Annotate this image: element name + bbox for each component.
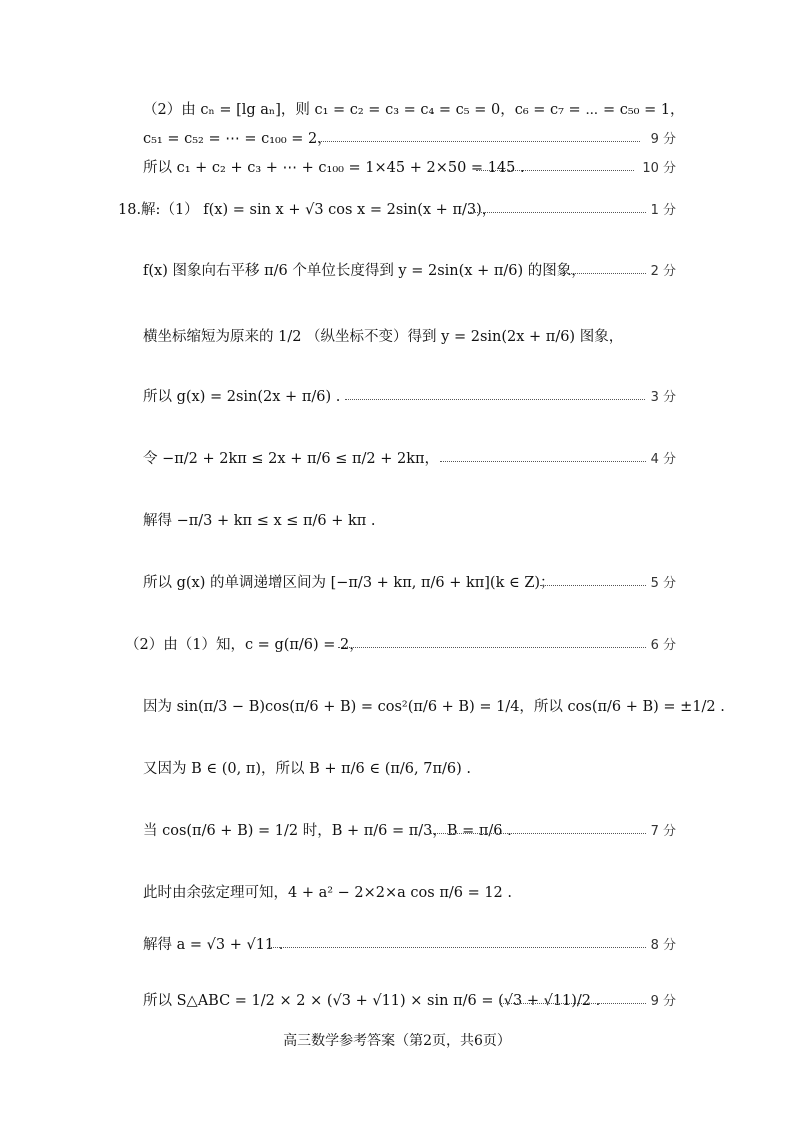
answer-line-14: [0, 804, 794, 854]
answer-line-6: [0, 310, 794, 360]
answer-text: （2）由（1）知，c = g(π/6) = 2，: [125, 636, 364, 653]
score-label: 2 分: [650, 263, 676, 279]
answer-line-13: [0, 742, 794, 792]
dot-leader: [430, 833, 646, 834]
answer-text: 横坐标缩短为原来的 1/2 （纵坐标不变）得到 y = 2sin(2x + π/6) 图象，: [143, 328, 624, 345]
dot-leader: [345, 399, 645, 400]
answer-text: 所以 g(x) 的单调递增区间为 [−π/3 + kπ, π/6 + kπ](k ∈ Z)；: [143, 574, 555, 591]
score-label: 1 分: [650, 202, 676, 218]
score-label: 5 分: [650, 575, 676, 591]
answer-text: 令 −π/2 + 2kπ ≤ 2x + π/6 ≤ π/2 + 2kπ，: [143, 450, 440, 467]
dot-leader: [476, 170, 634, 171]
answer-text: 此时由余弦定理可知，4 + a² − 2×2×a cos π/6 = 12 .: [143, 884, 512, 901]
answer-line-12: [0, 680, 794, 730]
page-footer: 高三数学参考答案（第2页，共6页）: [283, 1033, 511, 1049]
score-label: 3 分: [650, 389, 676, 405]
answer-text: 所以 c₁ + c₂ + c₃ + ⋯ + c₁₀₀ = 1×45 + 2×50 = 145 .: [143, 159, 525, 176]
answer-line-16: [0, 918, 794, 968]
score-label: 10 分: [642, 160, 676, 176]
answer-line-8: [0, 432, 794, 482]
answer-line-7: [0, 370, 794, 420]
answer-text: f(x) 图象向右平移 π/6 个单位长度得到 y = 2sin(x + π/6) 的图象，: [143, 262, 586, 279]
dot-leader: [560, 273, 646, 274]
answer-text: 当 cos(π/6 + B) = 1/2 时，B + π/6 = π/3，B = π/6 .: [143, 822, 512, 839]
answer-line-11: [0, 618, 794, 668]
answer-text: 解得 a = √3 + √11 .: [143, 936, 284, 953]
score-label: 8 分: [650, 937, 676, 953]
dot-leader: [268, 947, 646, 948]
answer-text: 所以 g(x) = 2sin(2x + π/6) .: [143, 388, 341, 405]
answer-line-10: [0, 556, 794, 606]
answer-text: 所以 S△ABC = 1/2 × 2 × (√3 + √11) × sin π/6 = (√3 + √11)/2 .: [143, 992, 601, 1009]
answer-line-5: [0, 244, 794, 294]
score-label: 9 分: [650, 131, 676, 147]
answer-text: 18.解:（1） f(x) = sin x + √3 cos x = 2sin(x + π/3)，: [118, 201, 497, 218]
score-label: 6 分: [650, 637, 676, 653]
answer-text: （2）由 cₙ = [lg aₙ]，则 c₁ = c₂ = c₃ = c₄ = c₅ = 0，c₆ = c₇ = ⋯ = c₅₀ = 1，: [143, 101, 685, 118]
dot-leader: [540, 585, 646, 586]
score-label: 7 分: [650, 823, 676, 839]
score-label: 4 分: [650, 451, 676, 467]
answer-line-4: [0, 183, 794, 233]
score-label: 9 分: [650, 993, 676, 1009]
answer-text: 解得 −π/3 + kπ ≤ x ≤ π/6 + kπ .: [143, 512, 376, 529]
answer-line-9: [0, 494, 794, 544]
answer-text: c₅₁ = c₅₂ = ⋯ = c₁₀₀ = 2，: [143, 130, 332, 147]
dot-leader: [440, 461, 646, 462]
dot-leader: [338, 647, 646, 648]
answer-text: 又因为 B ∈ (0, π)，所以 B + π/6 ∈ (π/6, 7π/6) .: [143, 760, 471, 777]
answer-line-15: [0, 866, 794, 916]
dot-leader: [500, 1003, 646, 1004]
answer-line-17: [0, 974, 794, 1024]
answer-text: 因为 sin(π/3 − B)cos(π/6 + B) = cos²(π/6 + B) = 1/4，所以 cos(π/6 + B) = ±1/2 .: [143, 698, 725, 715]
dot-leader: [470, 212, 646, 213]
